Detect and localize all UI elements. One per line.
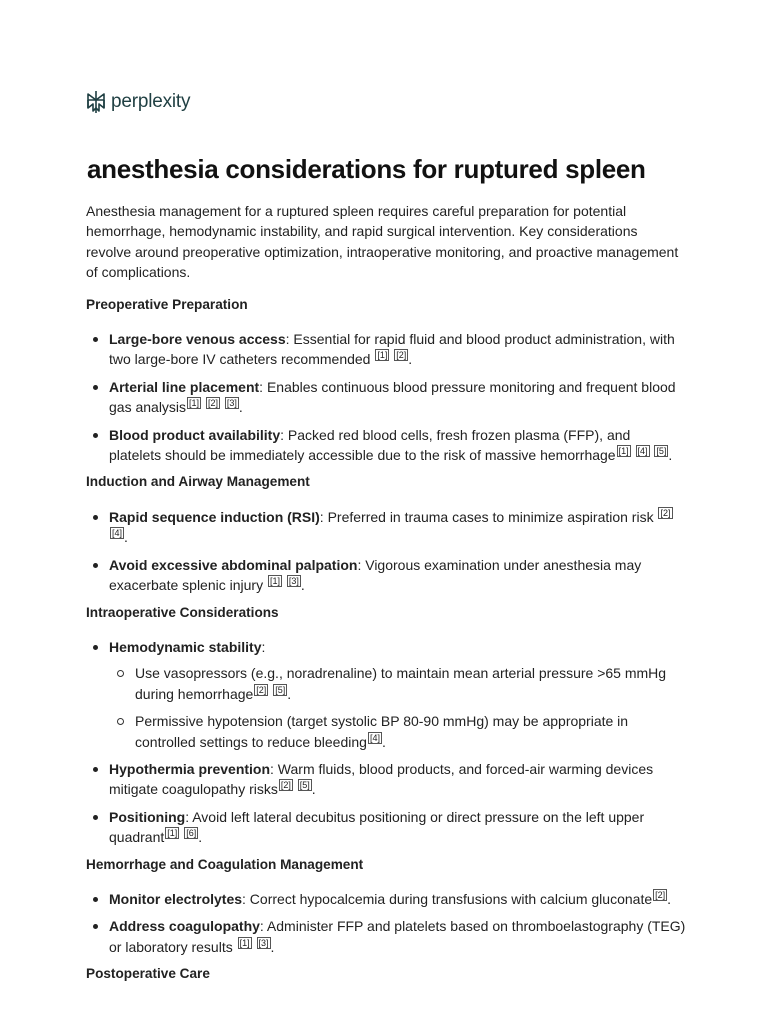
list-item-term: Rapid sequence induction (RSI) xyxy=(109,508,320,525)
list-item xyxy=(86,507,686,548)
citation-link[interactable]: [2] xyxy=(280,780,291,791)
citation-link[interactable]: [2] xyxy=(655,889,666,900)
citation-link[interactable]: [3] xyxy=(288,576,299,587)
list-item xyxy=(86,807,686,848)
sub-list-item-text: Permissive hypotension (target systolic BP 80-90 mmHg) may be appropriate in controlled settings to reduce bleeding xyxy=(135,713,629,750)
intro-paragraph: Anesthesia management for a ruptured spleen requires careful preparation for potential hemorrhage, hemodynamic instability, and rapid surgical intervention. Key considerations revolve around preoperative optimization, intraoperative monitoring, and proactive management of complications. xyxy=(86,203,679,281)
list-item-term: Monitor electrolytes xyxy=(109,890,243,907)
list-item-end: . xyxy=(198,829,203,846)
citation-link[interactable]: [2] xyxy=(207,398,218,409)
citation-link[interactable]: [3] xyxy=(258,937,269,948)
list-item-separator: : xyxy=(259,918,264,935)
citation-link[interactable]: [4] xyxy=(637,446,648,457)
list-item-separator: : xyxy=(270,760,274,777)
list-item xyxy=(86,329,686,370)
citation-link[interactable]: [1] xyxy=(618,446,629,457)
list-item-term: Large-bore venous access xyxy=(109,331,286,348)
list-item-text: Warm fluids, blood products, and forced-air warming devices mitigate coagulopathy risks xyxy=(109,760,654,798)
list-item-separator: : xyxy=(319,508,324,525)
list-item-term: Arterial line placement xyxy=(109,378,260,395)
list-item-text: Vigorous examination under anesthesia may exacerbate splenic injury xyxy=(109,556,642,594)
list-item-text: Preferred in trauma cases to minimize aspiration risk xyxy=(323,508,658,525)
list-item xyxy=(86,377,686,418)
list-item-term: Avoid excessive abdominal palpation xyxy=(109,556,358,573)
citation-link[interactable]: [4] xyxy=(112,528,123,539)
bullet-list xyxy=(86,889,686,957)
list-item xyxy=(86,916,686,957)
list-item xyxy=(86,555,686,596)
list-item-end: . xyxy=(668,447,673,464)
citation-link[interactable]: [5] xyxy=(656,446,667,457)
bullet-list xyxy=(86,329,686,465)
list-item-term: Hemodynamic stability xyxy=(109,638,262,655)
perplexity-logo[interactable] xyxy=(86,90,190,114)
sub-list-item-text: Use vasopressors (e.g., noradrenaline) to maintain mean arterial pressure >65 mmHg during hemorrhage xyxy=(135,665,667,702)
list-item-text: Enables continuous blood pressure monitoring and frequent blood gas analysis xyxy=(109,378,676,416)
citation-link[interactable]: [2] xyxy=(660,507,671,518)
list-item-end: . xyxy=(124,529,128,546)
list-item-separator: : xyxy=(185,808,190,825)
citation-link[interactable]: [1] xyxy=(189,398,200,409)
list-item-text: Avoid left lateral decubitus positioning or direct pressure on the left upper quadrant xyxy=(109,808,645,846)
sub-bullet-list xyxy=(109,663,686,752)
citation-link[interactable]: [1] xyxy=(167,828,178,839)
list-item-separator: : xyxy=(285,331,290,348)
citation-link[interactable]: [1] xyxy=(239,937,250,948)
list-item-end: . xyxy=(667,890,672,907)
sub-list-item xyxy=(109,663,686,704)
list-item-separator: : xyxy=(261,638,266,655)
list-item xyxy=(86,637,686,752)
list-item-term: Hypothermia prevention xyxy=(109,760,271,777)
perplexity-logo-icon xyxy=(86,90,106,114)
sub-list-item xyxy=(109,711,686,752)
list-item-text: Packed red blood cells, fresh frozen plasma (FFP), and platelets should be immediately accessible due to the risk of massive hemorrhage xyxy=(109,426,631,464)
sections-container xyxy=(86,295,686,985)
list-item-separator: : xyxy=(259,378,264,395)
section-heading: Hemorrhage and Coagulation Management xyxy=(86,856,364,872)
list-item xyxy=(86,759,686,800)
section-heading: Postoperative Care xyxy=(86,966,210,982)
list-item-end: . xyxy=(300,577,305,594)
list-item-separator: : xyxy=(280,426,285,443)
section-heading: Induction and Airway Management xyxy=(86,474,310,490)
citation-link[interactable]: [3] xyxy=(226,398,237,409)
list-item-end: . xyxy=(408,351,413,368)
section-heading: Preoperative Preparation xyxy=(86,296,248,312)
list-item-end: . xyxy=(287,685,292,702)
list-item-text: Administer FFP and platelets based on thromboelastography (TEG) or laboratory results xyxy=(109,918,686,955)
page-title: anesthesia considerations for ruptured spleen xyxy=(87,154,646,184)
list-item xyxy=(86,889,686,909)
citation-link[interactable]: [1] xyxy=(269,576,280,587)
section-heading: Intraoperative Considerations xyxy=(86,604,279,620)
list-item-term: Address coagulopathy xyxy=(109,918,260,935)
citation-link[interactable]: [5] xyxy=(275,684,286,695)
answer-content xyxy=(86,201,686,999)
citation-link[interactable]: [1] xyxy=(377,350,388,361)
brand-name: perplexity xyxy=(111,91,191,112)
citation-link[interactable]: [2] xyxy=(396,350,407,361)
bullet-list xyxy=(86,637,686,848)
citation-link[interactable]: [5] xyxy=(299,780,310,791)
list-item-end: . xyxy=(238,399,243,416)
list-item-term: Positioning xyxy=(109,808,186,825)
list-item xyxy=(86,425,686,466)
list-item-separator: : xyxy=(242,890,246,907)
list-item-text: Essential for rapid fluid and blood product administration, with two large-bore IV catheters recommended xyxy=(109,331,675,368)
bullet-list xyxy=(86,507,686,596)
citation-link[interactable]: [6] xyxy=(186,828,197,839)
list-item-end: . xyxy=(311,781,316,798)
citation-link[interactable]: [4] xyxy=(369,732,380,743)
list-item-end: . xyxy=(270,938,275,955)
list-item-term: Blood product availability xyxy=(109,426,281,443)
list-item-text: Correct hypocalcemia during transfusions with calcium gluconate xyxy=(245,890,653,907)
citation-link[interactable]: [2] xyxy=(256,684,267,695)
list-item-separator: : xyxy=(357,556,362,573)
list-item-end: . xyxy=(381,733,386,750)
